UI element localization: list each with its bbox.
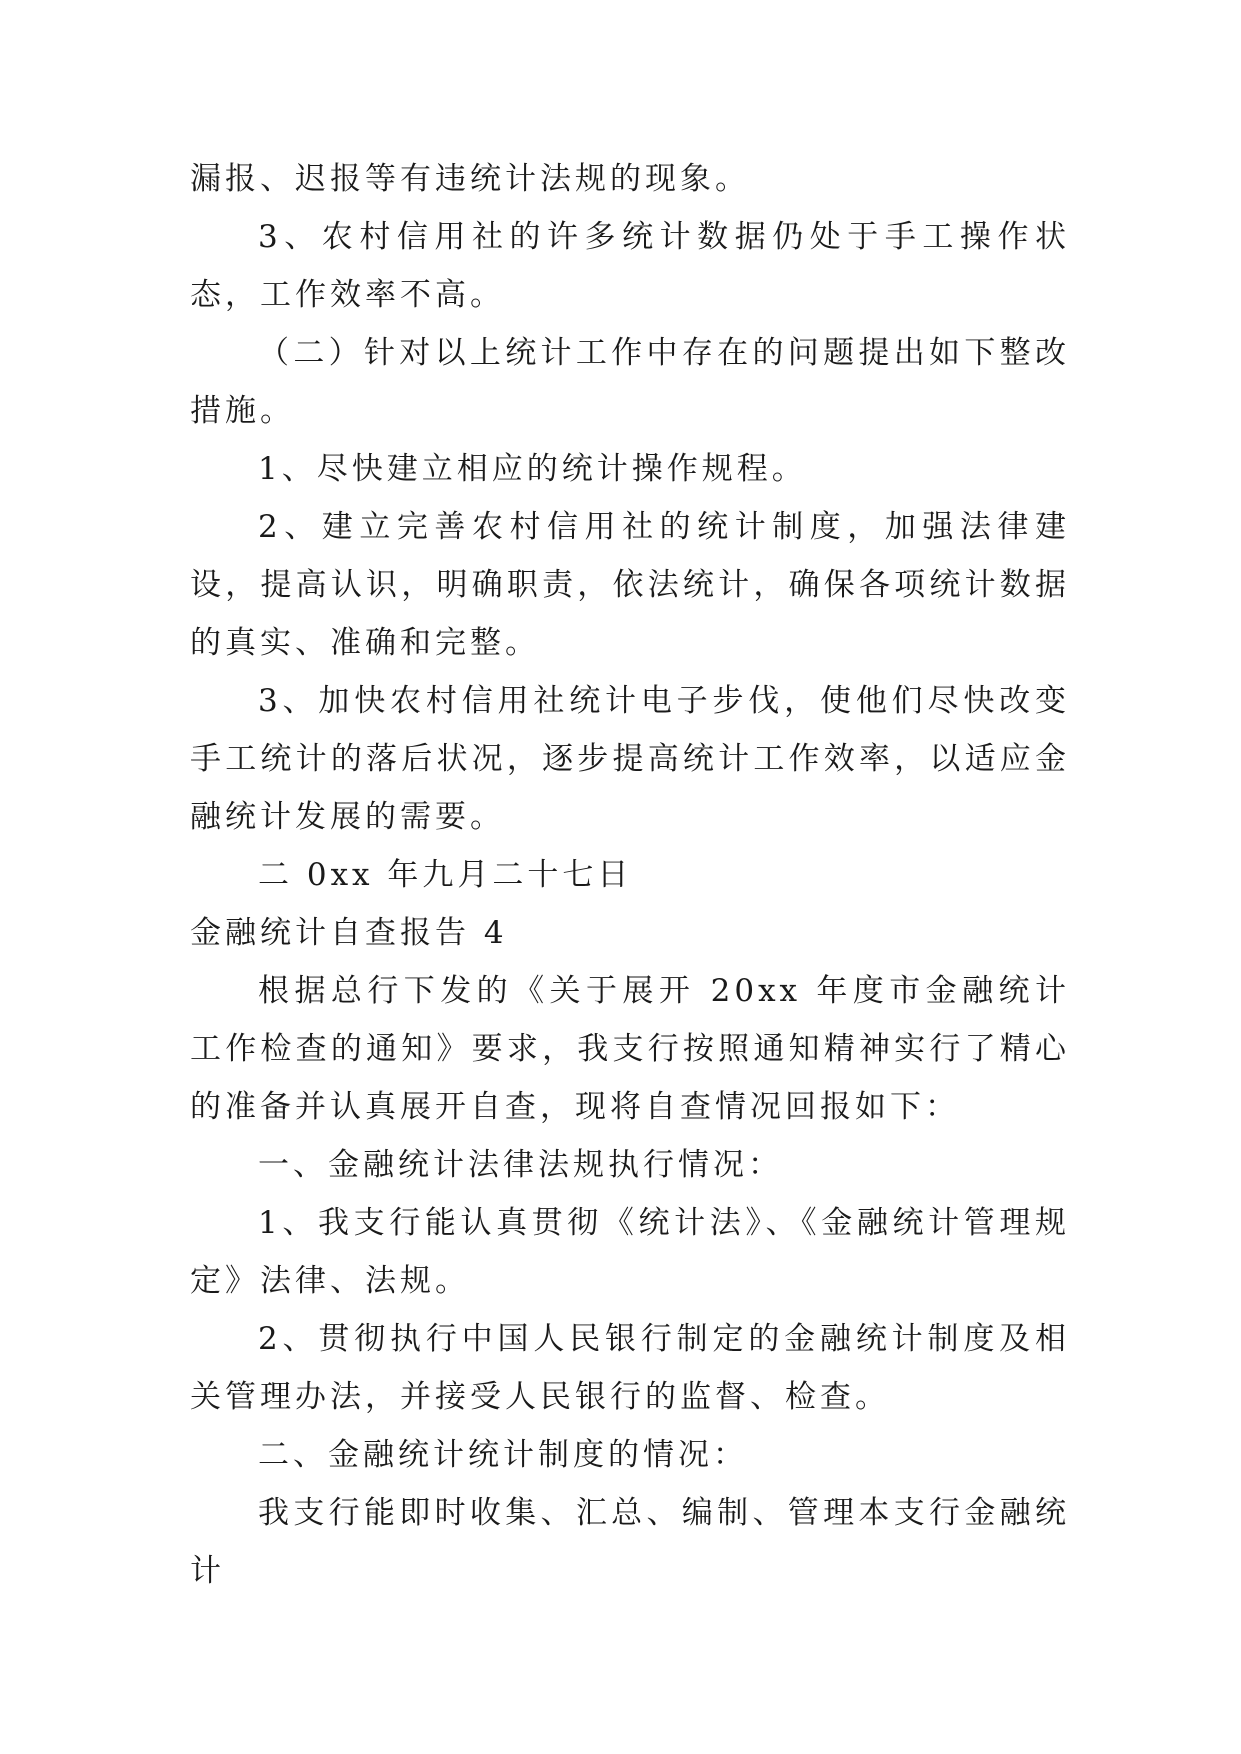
report-title: 金融统计自查报告 4 <box>190 915 508 951</box>
paragraph-item-1-procedures: 1、尽快建立相应的统计操作规程。 <box>258 451 807 487</box>
paragraph-item-3-manual: 3、农村信用社的许多统计数据仍处于手工操作状态，工作效率不高。 <box>190 219 1070 313</box>
paragraph-intro: 根据总行下发的《关于展开 20xx 年度市金融统计工作检查的通知》要求，我支行按照通知精神实行了精心的准备并认真展开自查，现将自查情况回报如下： <box>190 973 1070 1125</box>
section-heading-system: 二、金融统计统计制度的情况： <box>258 1437 748 1473</box>
document-body <box>190 150 1070 1600</box>
paragraph-section-2-measures: （二）针对以上统计工作中存在的问题提出如下整改措施。 <box>190 335 1070 429</box>
paragraph-law-item-1: 1、我支行能认真贯彻《统计法》、《金融统计管理规定》法律、法规。 <box>190 1205 1070 1299</box>
paragraph-item-2-system: 2、建立完善农村信用社的统计制度，加强法律建设，提高认识，明确职责，依法统计，确保各项统计数据的真实、准确和完整。 <box>190 509 1070 661</box>
paragraph-system-start: 我支行能即时收集、汇总、编制、管理本支行金融统计 <box>190 1495 1070 1589</box>
paragraph-item-3-electronic: 3、加快农村信用社统计电子步伐，使他们尽快改变手工统计的落后状况，逐步提高统计工作效率，以适应金融统计发展的需要。 <box>190 683 1070 835</box>
document-date: 二 0xx 年九月二十七日 <box>258 857 633 893</box>
section-heading-laws: 一、金融统计法律法规执行情况： <box>258 1147 783 1183</box>
paragraph-law-item-2: 2、贯彻执行中国人民银行制定的金融统计制度及相关管理办法，并接受人民银行的监督、检查。 <box>190 1321 1070 1415</box>
paragraph-continuation: 漏报、迟报等有违统计法规的现象。 <box>190 161 750 197</box>
